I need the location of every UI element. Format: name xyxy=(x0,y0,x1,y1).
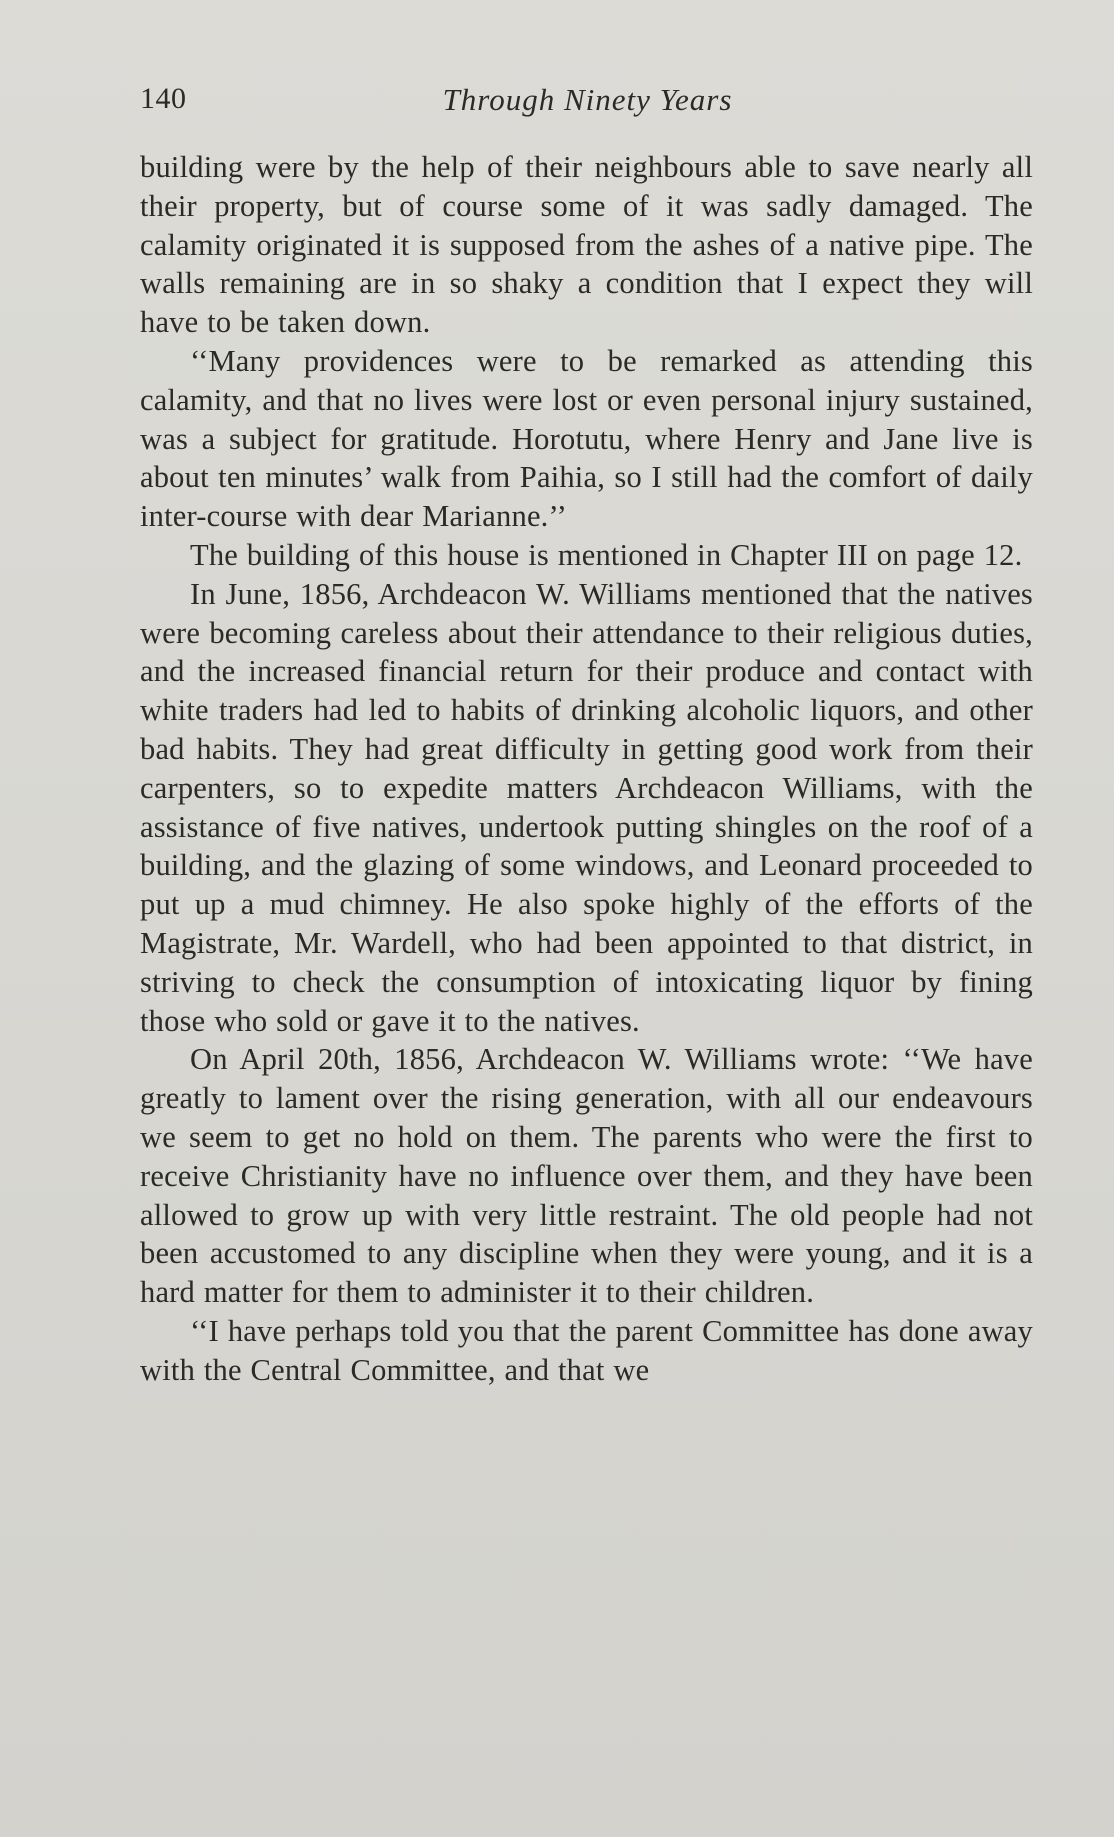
running-title: Through Ninety Years xyxy=(442,82,733,117)
paragraph-2: ‘‘Many providences were to be remarked as attending this calamity, and that no lives were lost or even personal injury sustained, was a subject for gratitude. Horotutu, where Henry and Jane live is about ten minutes’ walk from Paihia, so I still had the comfort of daily inter-course with dear Marianne.’’ xyxy=(140,343,1033,534)
paragraph-3: The building of this house is mentioned in Chapter III on page 12. xyxy=(190,537,1023,572)
paragraph-5: On April 20th, 1856, Archdeacon W. Williams wrote: ‘‘We have greatly to lament over the rising generation, with all our endeavours we seem to get no hold on them. The parents who were the first to receive Christianity have no influence over them, and they have been allowed to grow up with very little restraint. The old people had not been accustomed to any discipline when they were young, and it is a hard matter for them to administer it to their children. xyxy=(140,1042,1033,1310)
page-number: 140 xyxy=(140,82,187,115)
running-head xyxy=(140,82,1035,122)
paragraph-1: building were by the help of their neighbours able to save nearly all their property, but of course some of it was sadly damaged. The calamity originated it is supposed from the ashes of a native pipe. The walls remaining are in so shaky a condition that I expect they will have to be taken down. xyxy=(140,150,1033,340)
body-text xyxy=(140,148,1033,1390)
paragraph-6: ‘‘I have perhaps told you that the parent Committee has done away with the Central Committee, and that we xyxy=(140,1313,1033,1387)
paragraph-4: In June, 1856, Archdeacon W. Williams mentioned that the natives were becoming careless about their attendance to their religious duties, and the increased financial return for their produce and contact with white traders had led to habits of drinking alcoholic liquors, and other bad habits. They had great difficulty in getting good work from their carpenters, so to expedite matters Archdeacon Williams, with the assistance of five natives, undertook putting shingles on the roof of a building, and the glazing of some windows, and Leonard proceeded to put up a mud chimney. He also spoke highly of the efforts of the Magistrate, Mr. Wardell, who had been appointed to that district, in striving to check the consumption of intoxicating liquor by fining those who sold or gave it to the natives. xyxy=(140,576,1033,1038)
